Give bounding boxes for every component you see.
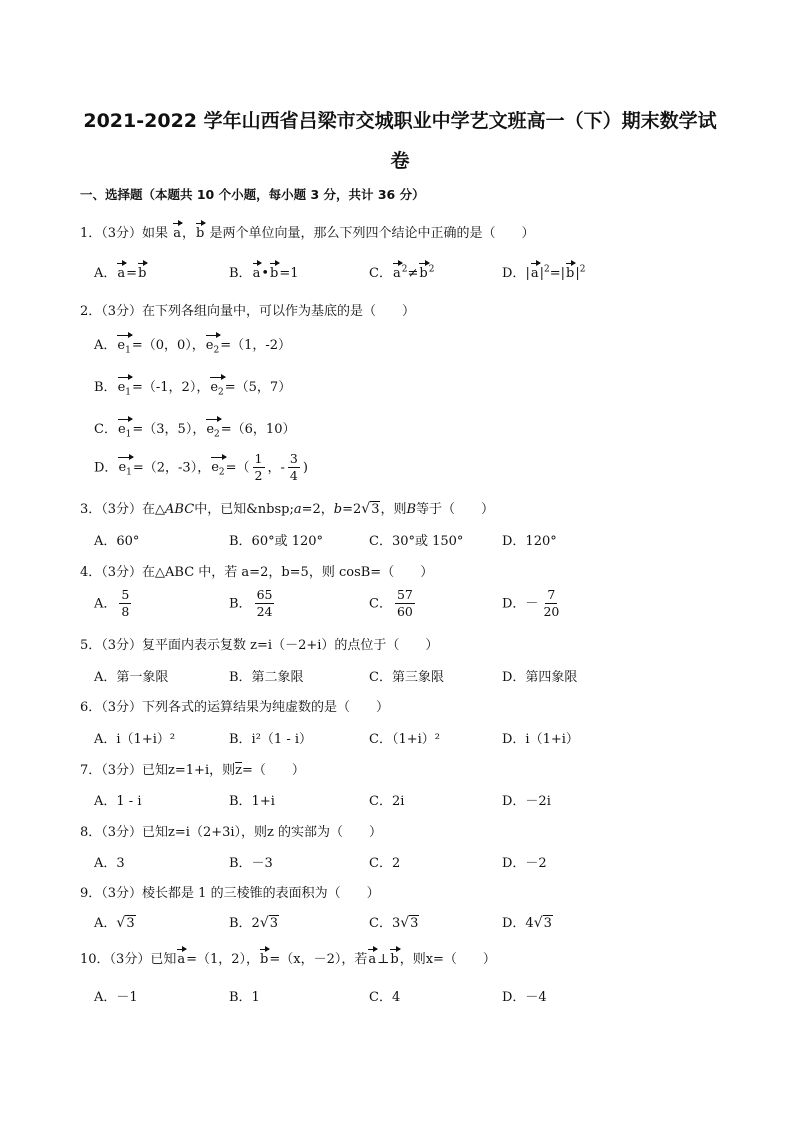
- q4-option-a[interactable]: A． $\frac{5}{8}$: [94, 587, 130, 620]
- q3-option-c[interactable]: C．30°或 150°: [369, 534, 464, 549]
- q8-option-c[interactable]: C．2: [369, 856, 401, 871]
- q6-option-d[interactable]: D．i（1+i）: [502, 732, 579, 747]
- question-5: 5．（3分）复平面内表示复数 z=i（－2+i）的点位于（ ）: [80, 638, 439, 653]
- question-1: 1．（3分）如果 a，b 是两个单位向量，那么下列四个结论中正确的是（ ）: [80, 222, 534, 241]
- q6-option-a[interactable]: A．i（1+i）²: [94, 732, 176, 747]
- q6-option-b[interactable]: B．i²（1 - i）: [229, 732, 313, 747]
- q1-option-d[interactable]: D．$|a|^2=|b|^2$: [502, 262, 585, 281]
- q1-option-a[interactable]: A．a=b: [94, 262, 147, 281]
- q7-option-b[interactable]: B．1+i: [229, 794, 275, 809]
- page-title-cont: 卷: [390, 150, 410, 172]
- q3-option-d[interactable]: D．120°: [502, 534, 557, 549]
- q4-option-c[interactable]: C． $\frac{57}{60}$: [369, 587, 413, 620]
- q5-option-b[interactable]: B．第二象限: [229, 670, 304, 685]
- question-7: 7．（3分）已知z=1+i，则z=（ ）: [80, 763, 305, 778]
- q10-option-a[interactable]: A．－1: [94, 990, 138, 1005]
- q8-option-d[interactable]: D．－2: [502, 856, 547, 871]
- q7-option-c[interactable]: C．2i: [369, 794, 405, 809]
- question-10: 10．（3分）已知a=（1，2），b=（x，－2），若a⊥b，则x=（ ）: [80, 948, 496, 967]
- q2-option-b[interactable]: B．$e_1=(-1$，2），$e_2=(5$，7）: [94, 376, 291, 398]
- page-title: 2021-2022 学年山西省吕梁市交城职业中学艺文班高一（下）期末数学试: [83, 110, 717, 132]
- question-9: 9．（3分）棱长都是 1 的三棱锥的表面积为（ ）: [80, 886, 380, 901]
- question-4: 4．（3分）在△ABC 中，若 a=2，b=5，则 cosB=（ ）: [80, 565, 434, 580]
- q5-option-d[interactable]: D．第四象限: [502, 670, 578, 685]
- vector-b: b: [196, 222, 204, 241]
- question-3: 3．（3分）在△ABC中，已知&nbsp;a=2，b=2√3，则B等于（ ）: [80, 501, 495, 517]
- question-8: 8．（3分）已知z=i（2+3i），则z 的实部为（ ）: [80, 825, 383, 840]
- q6-option-c[interactable]: C．（1+i）²: [369, 732, 440, 747]
- q9-option-c[interactable]: C．3√3: [369, 915, 419, 931]
- question-2: 2．（3分）在下列各组向量中，可以作为基底的是（ ）: [80, 304, 416, 319]
- q3-option-a[interactable]: A．60°: [94, 534, 140, 549]
- q7-option-a[interactable]: A．1 - i: [94, 794, 142, 809]
- q2-option-d[interactable]: D．$e_1=(2$，-3），$e_2=$（ $\frac{1}{2}$ ，- $\frac{3}{4}$ ): [94, 451, 308, 484]
- q3-option-b[interactable]: B．60°或 120°: [229, 534, 324, 549]
- q2-option-a[interactable]: A．$e_1=(0$，0），$e_2=(1$，-2）: [94, 334, 291, 356]
- vector-a: a: [173, 222, 181, 241]
- q7-option-d[interactable]: D．－2i: [502, 794, 551, 809]
- q2-option-c[interactable]: C．$e_1=(3$，5），$e_2=(6$，10）: [94, 418, 295, 440]
- q1-option-c[interactable]: C．$a^2\ne b^2$: [369, 262, 434, 281]
- q9-option-a[interactable]: A．√3: [94, 915, 135, 931]
- q8-option-a[interactable]: A．3: [94, 856, 125, 871]
- section-heading: 一、选择题（本题共 10 个小题，每小题 3 分，共计 36 分）: [80, 187, 425, 202]
- q10-option-d[interactable]: D．－4: [502, 990, 547, 1005]
- q9-option-b[interactable]: B．2√3: [229, 915, 279, 931]
- q10-option-c[interactable]: C．4: [369, 990, 401, 1005]
- q4-option-d[interactable]: D．－ $\frac{7}{20}$: [502, 587, 560, 620]
- q8-option-b[interactable]: B．－3: [229, 856, 273, 871]
- question-6: 6．（3分）下列各式的运算结果为纯虚数的是（ ）: [80, 700, 390, 715]
- q9-option-d[interactable]: D．4√3: [502, 915, 552, 931]
- q10-option-b[interactable]: B．1: [229, 990, 260, 1005]
- q4-option-b[interactable]: B． $\frac{65}{24}$: [229, 587, 273, 620]
- q5-option-c[interactable]: C．第三象限: [369, 670, 444, 685]
- q5-option-a[interactable]: A．第一象限: [94, 670, 169, 685]
- q1-option-b[interactable]: B．a•b=1: [229, 262, 299, 281]
